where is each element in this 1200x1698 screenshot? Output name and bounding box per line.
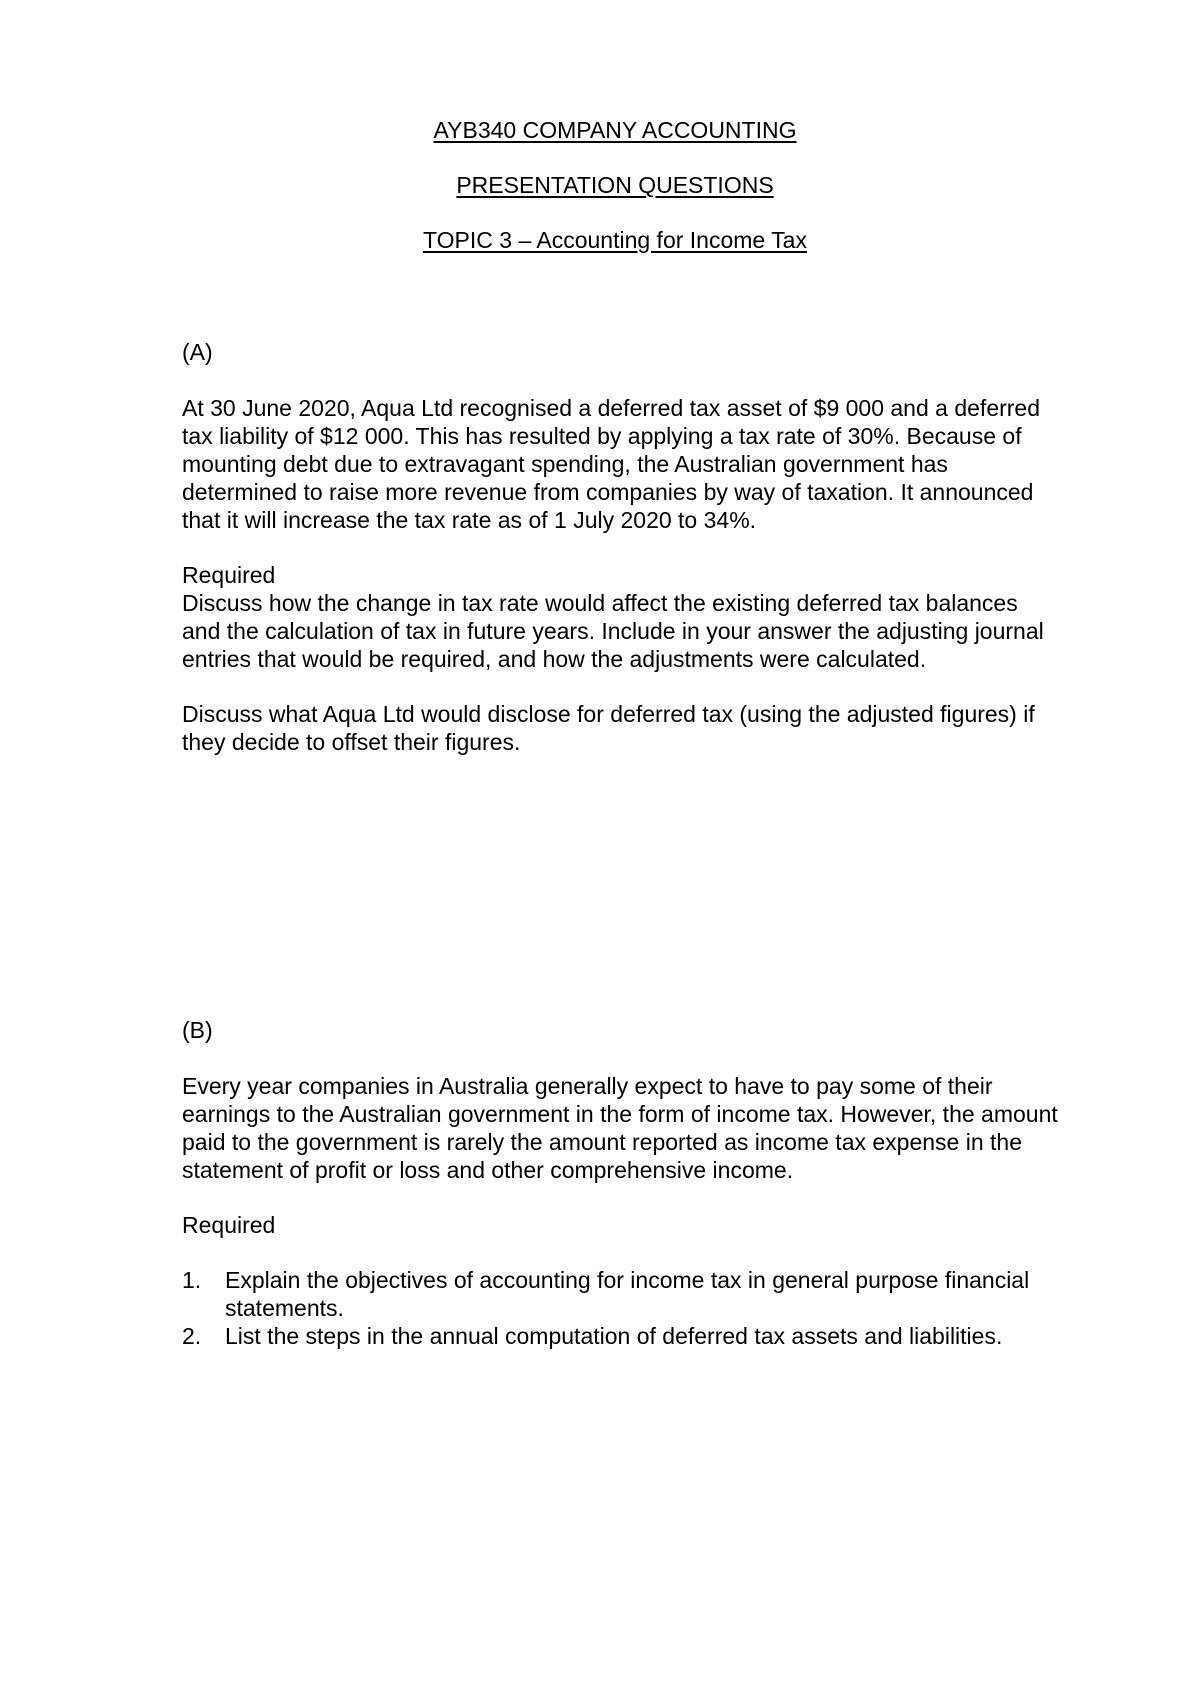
list-item-number: 1. [182,1267,202,1293]
section-b-required-list [182,1266,1062,1350]
list-item-number: 2. [182,1323,202,1349]
section-a-label: (A) [182,339,213,365]
list-item-text: List the steps in the annual computation of deferred tax assets and liabilities. [225,1323,1003,1349]
section-b-required-heading: Required [182,1212,276,1238]
document-type-title: PRESENTATION QUESTIONS [456,172,774,198]
list-item [182,1266,1062,1322]
section-a-required-text: Discuss how the change in tax rate would affect the existing deferred tax balances and the calculation of tax in future years. Include in your answer the adjusting journal entries that would be required, and how the adjustments were calculated. [182,590,1044,672]
section-b-scenario: Every year companies in Australia generally expect to have to pay some of their earnings to the Australian government in the form of income tax. However, the amount paid to the government is rarely the amount reported as income tax expense in the statement of profit or loss and other comprehensive income. [182,1073,1058,1183]
section-a-disclosure-text: Discuss what Aqua Ltd would disclose for deferred tax (using the adjusted figures) if they decide to offset their figures. [182,701,1035,755]
section-a-required-heading: Required [182,562,276,588]
list-item-text: Explain the objectives of accounting for income tax in general purpose financial statements. [225,1267,1030,1321]
topic-title: TOPIC 3 – Accounting for Income Tax [423,227,807,253]
section-a-scenario: At 30 June 2020, Aqua Ltd recognised a deferred tax asset of $9 000 and a deferred tax liability of $12 000. This has resulted by applying a tax rate of 30%. Because of mounting debt due to extravagant spending, the Australian government has determined to raise more revenue from companies by way of taxation. It announced that it will increase the tax rate as of 1 July 2020 to 34%. [182,395,1041,533]
list-item [182,1322,1062,1350]
section-b [182,1016,1062,1350]
document-header [0,116,1200,281]
section-b-label: (B) [182,1017,213,1043]
course-title: AYB340 COMPANY ACCOUNTING [433,117,797,143]
section-a [182,338,1062,756]
